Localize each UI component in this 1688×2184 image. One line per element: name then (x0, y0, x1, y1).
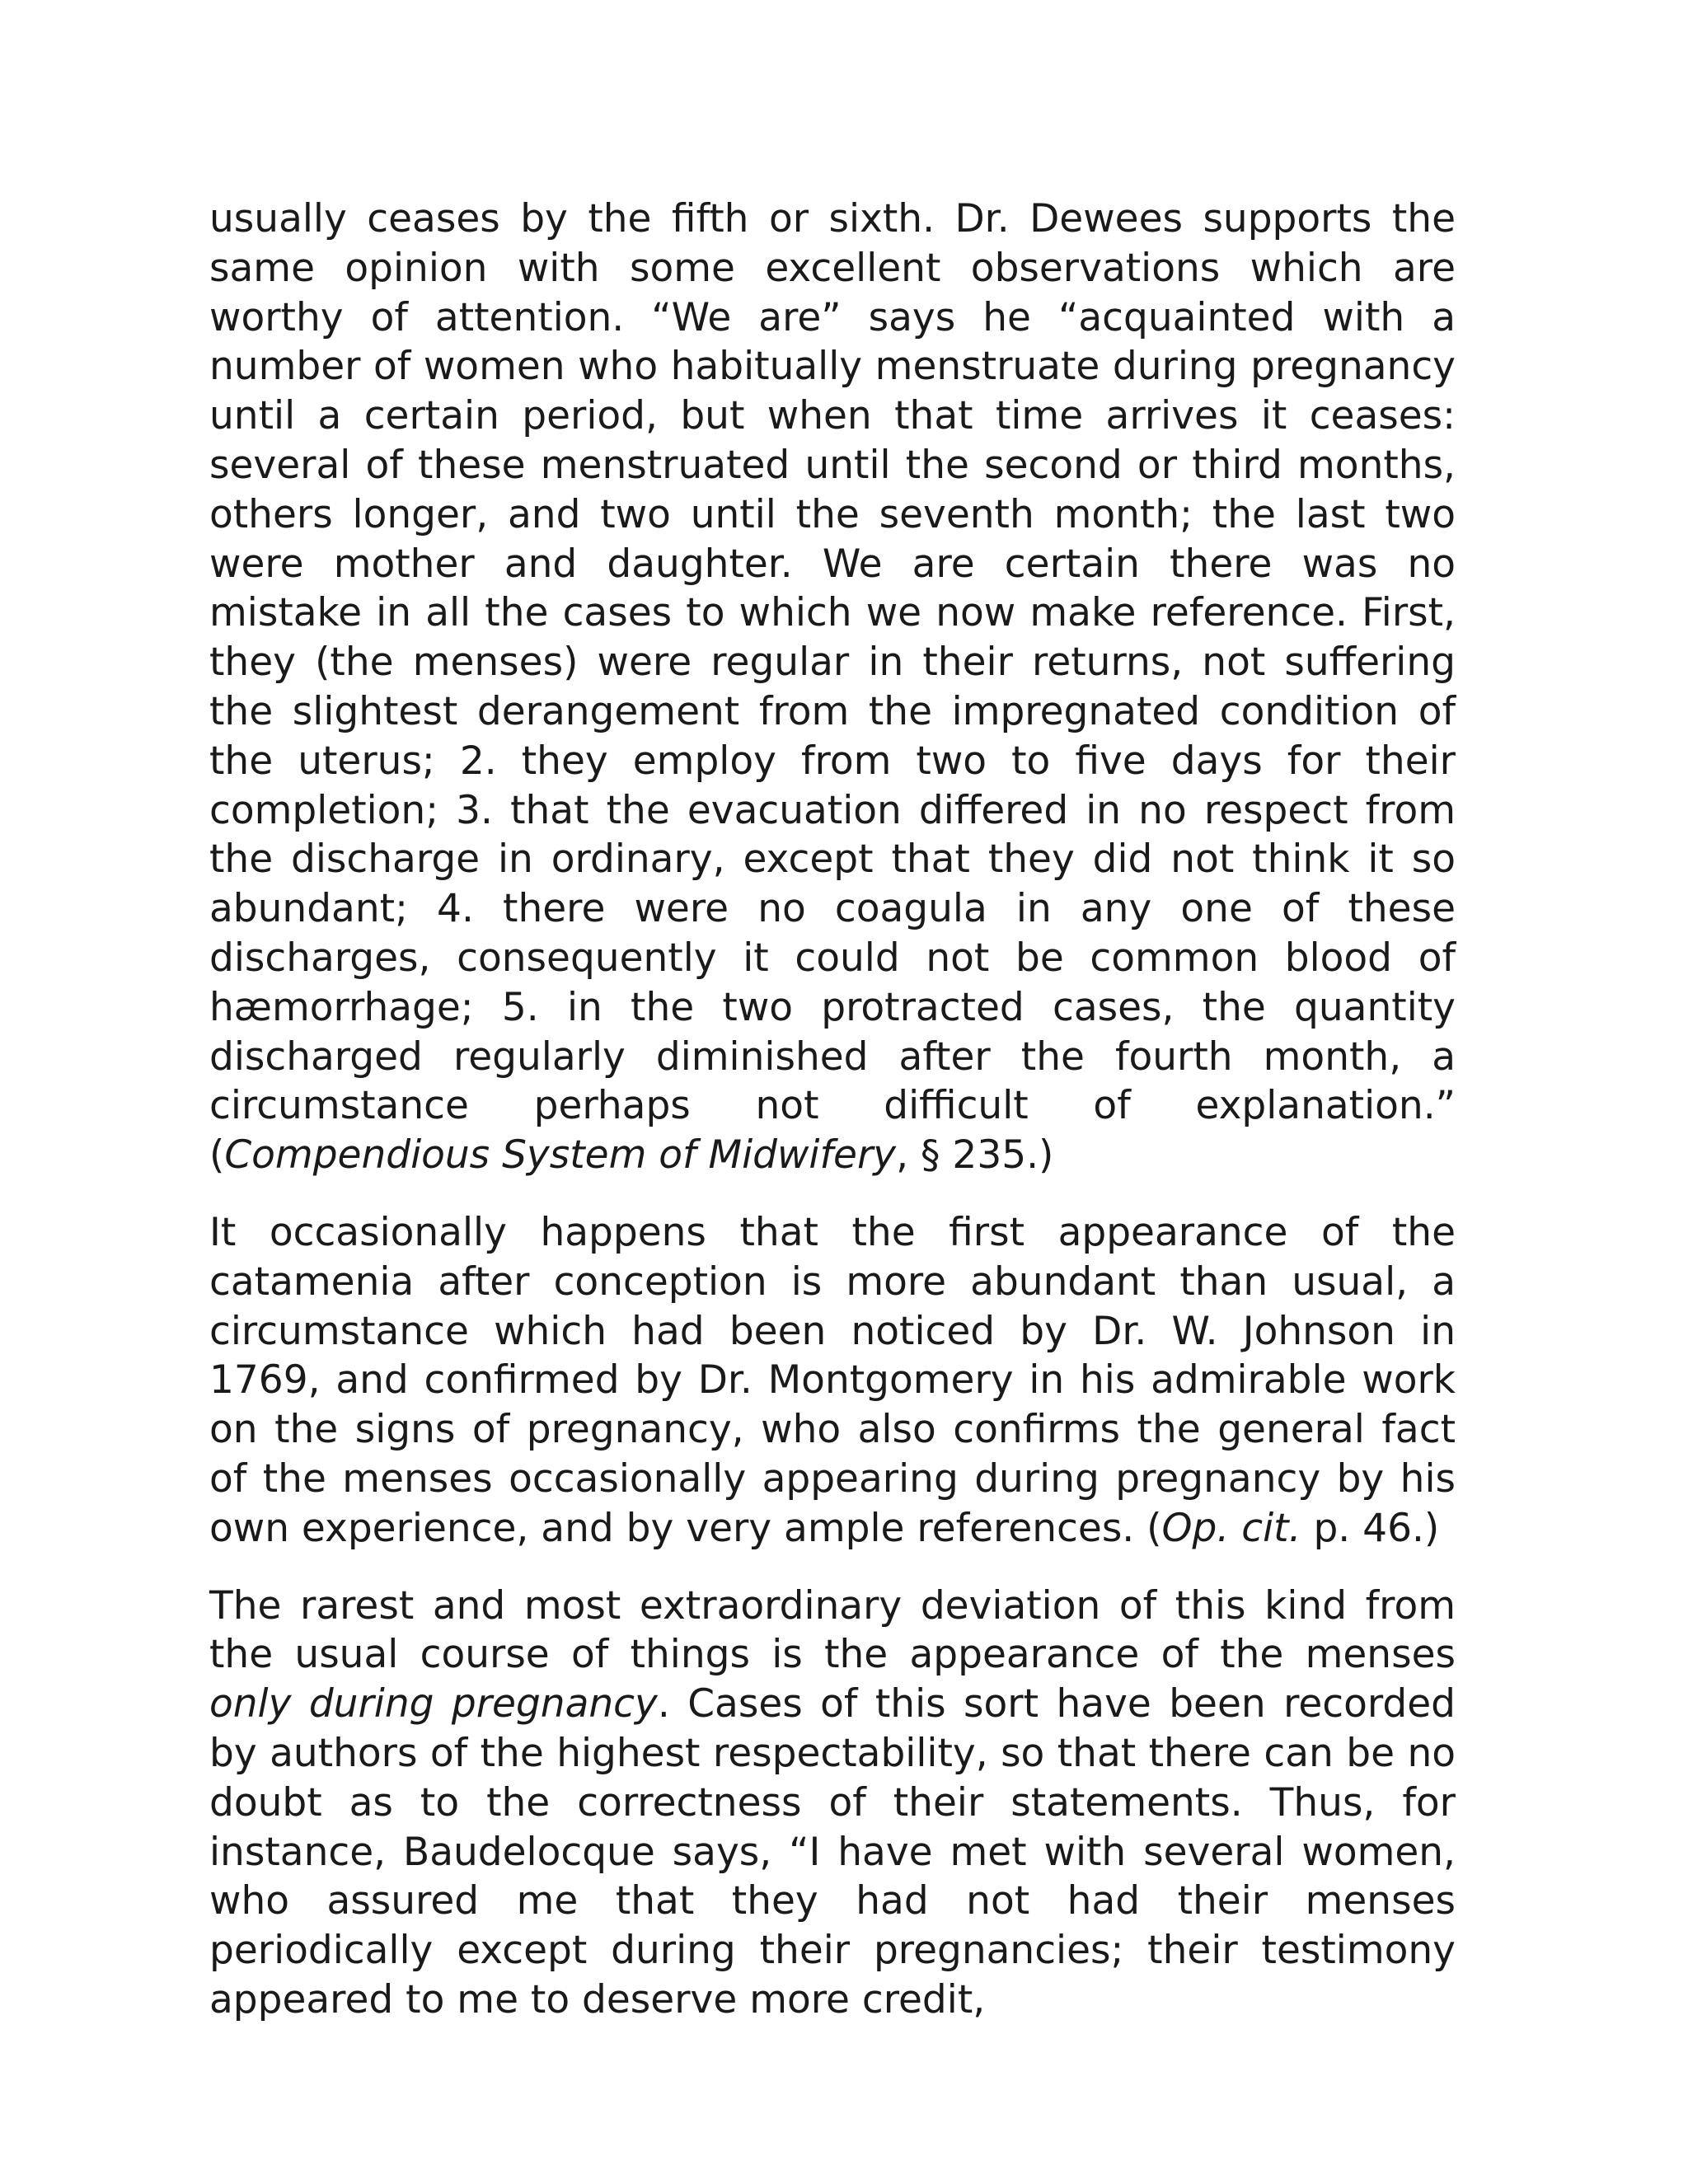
paragraph-catamenia-conception (209, 1208, 1456, 1554)
paragraph-text: It occasionally happens that the first appearance of the catamenia after conception is more abundant than usual, a circumstance which had been noticed by Dr. W. Johnson in 1769, and confirmed by Dr. Montgomery in his admirable work on the signs of pregnancy, who also confirms the general fact of the menses occasionally appearing during pregnancy by his own experience, and by very ample references. ( (209, 1209, 1456, 1551)
citation-op-cit: Op. cit. (1161, 1505, 1301, 1551)
book-title-compendious-system: Compendious System of Midwifery (224, 1132, 897, 1179)
document-page (209, 194, 1456, 2053)
paragraph-dewees-observations (209, 194, 1456, 1180)
paragraph-rarest-deviation (209, 1582, 1456, 2025)
paragraph-text: The rarest and most extraordinary deviation of this kind from the usual course of things is the appearance of the menses (209, 1582, 1456, 1678)
paragraph-text: , § 235.) (896, 1132, 1054, 1179)
paragraph-text: usually ceases by the fifth or sixth. Dr. Dewees supports the same opinion with some excellent observations which are worthy of attention. “We are” says he “acquainted with a number of women who habitually menstruate during pregnancy until a certain period, but when that time arrives it ceases: several of these menstruated until the second or third months, others longer, and two until the seventh month; the last two were mother and daughter. We are certain there was no mistake in all the cases to which we now make reference. First, they (the menses) were regular in their returns, not suffering the slightest derangement from the impregnated condition of the uterus; 2. they employ from two to five days for their completion; 3. that the evacuation differed in no respect from the discharge in ordinary, except that they did not think it so abundant; 4. there were no coagula in any one of these discharges, consequently it could not be common blood of hæmorrhage; 5. in the two protracted cases, the quantity discharged regularly diminished after the fourth month, a circumstance perhaps not difficult of explanation.” ( (209, 196, 1456, 1179)
paragraph-text: p. 46.) (1301, 1505, 1440, 1551)
paragraph-text: . Cases of this sort have been recorded by authors of the highest respectability, so that there can be no doubt as to the correctness of their statements. Thus, for instance, Baudelocque says, “I have met with several women, who assured me that they had not had their menses periodically except during their pregnancies; their testimony appeared to me to deserve more credit, (209, 1681, 1456, 2022)
emphasis-only-during-pregnancy: only during pregnancy (209, 1681, 658, 1727)
